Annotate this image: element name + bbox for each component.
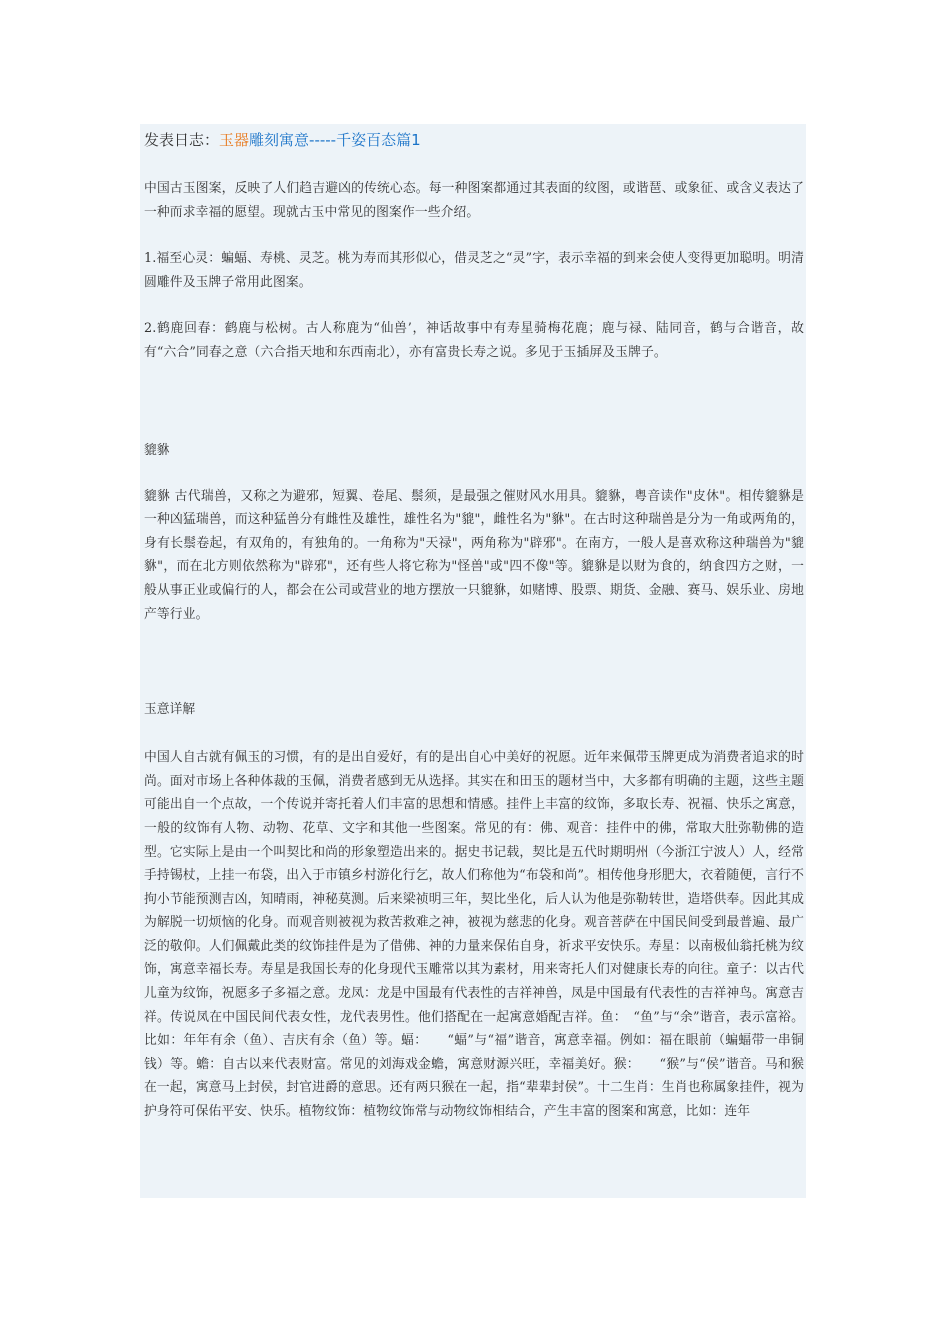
item-1-paragraph: 1.福至心灵：蝙蝠、寿桃、灵芝。桃为寿而其形似心，借灵芝之“灵”字，表示幸福的到来会使人变得更加聪明。明清圆雕件及玉牌子常用此图案。 xyxy=(144,251,804,290)
title-prefix: 发表日志： xyxy=(144,131,220,149)
yuyi-paragraph: 中国人自古就有佩玉的习惯，有的是出自爱好，有的是出自心中美好的祝愿。近年来佩带玉牌更成为消费者追求的时尚。面对市场上各种体裁的玉佩，消费者感到无从选择。其实在和田玉的题材当中，大多都有明确的主题，这些主题可能出自一个点故，一个传说并寄托着人们丰富的思想和情感。挂件上丰富的纹饰，多取长寿、祝福、快乐之寓意，一般的纹饰有人物、动物、花草、文字和其他一些图案。常见的有：佛、观音：挂件中的佛，常取大肚弥勒佛的造型。它实际上是由一个叫契比和尚的形象塑造出来的。据史书记载，契比是五代时期明州（今浙江宁波人）人，经常手持锡杖，上挂一布袋，出入于市镇乡村游化行乞，故人们称他为“布袋和尚”。相传他身形肥大，衣着随便，言行不拘小节能预测吉凶，知晴雨，神秘莫测。后来梁祯明三年，契比坐化，后人认为他是弥勒转世，造塔供奉。因此其成为解脱一切烦恼的化身。而观音则被视为救苦救难之神，被视为慈悲的化身。观音菩萨在中国民间受到最普遍、最广泛的敬仰。人们佩戴此类的纹饰挂件是为了借佛、神的力量来保佑自身，祈求平安快乐。寿星：以南极仙翁托桃为纹饰，寓意幸福长寿。寿星是我国长寿的化身现代玉雕常以其为素材，用来寄托人们对健康长寿的向往。童子：以古代儿童为纹饰，祝愿多子多福之意。龙凤：龙是中国最有代表性的吉祥神兽，凤是中国最有代表性的吉祥神鸟。寓意吉祥。传说凤在中国民间代表女性，龙代表男性。他们搭配在一起寓意婚配吉祥。鱼： “鱼”与“余”谐音，表示富裕。比如：年年有余（鱼）、吉庆有余（鱼）等。蝠： “蝠”与“福”谐音，寓意幸福。例如：福在眼前（蝙蝠带一串铜钱）等。蟾：自古以来代表财富。常见的刘海戏金蟾，寓意财源兴旺，幸福美好。猴： “猴”与“侯”谐音。马和猴在一起，寓意马上封侯，封官进爵的意思。还有两只猴在一起，指“辈辈封侯”。十二生肖：生肖也称属象挂件，视为护身符可保佑平安、快乐。植物纹饰：植物纹饰常与动物纹饰相结合，产生丰富的图案和寓意，比如：连年 xyxy=(144,750,804,1120)
post-title xyxy=(144,128,804,152)
title-link-carving[interactable]: 雕刻寓意-----千姿百态篇1 xyxy=(249,131,421,149)
intro-paragraph: 中国古玉图案，反映了人们趋吉避凶的传统心态。每一种图案都通过其表面的纹图，或谐琶、或象征、或含义表达了一种而求幸福的愿望。现就古玉中常见的图案作一些介绍。 xyxy=(144,181,804,220)
pixiu-paragraph: 貔貅 古代瑞兽，又称之为避邪，短翼、卷尾、鬃须，是最强之催财风水用具。貔貅，粤音读作"皮休"。相传貔貅是一种凶猛瑞兽，而这种猛兽分有雌性及雄性，雄性名为"貔"，雌性名为"貅"。在古时这种瑞兽是分为一角或两角的，身有长鬃卷起，有双角的，有独角的。一角称为"天禄"，两角称为"辟邪"。在南方，一般人是喜欢称这种瑞兽为"貔貅"，而在北方则依然称为"辟邪"，还有些人将它称为"怪兽"或"四不像"等。貔貅是以财为食的，纳食四方之财，一般从事正业或偏行的人，都会在公司或营业的地方摆放一只貔貅，如赌博、股票、期货、金融、赛马、娱乐业、房地产等行业。 xyxy=(144,488,804,622)
pixiu-heading: 貔貅 xyxy=(144,442,170,458)
item-2-paragraph: 2.鹤鹿回春：鹤鹿与松树。古人称鹿为“仙兽’，神话故事中有寿星骑梅花鹿；鹿与禄、陆同音，鹤与合谐音，故有“六合”同春之意（六合指天地和东西南北），亦有富贵长寿之说。多见于玉插屏及玉牌子。 xyxy=(144,321,804,360)
title-link-jade[interactable]: 玉器 xyxy=(219,131,250,149)
yuyi-heading: 玉意详解 xyxy=(144,702,196,718)
blog-post-container xyxy=(140,124,806,1198)
